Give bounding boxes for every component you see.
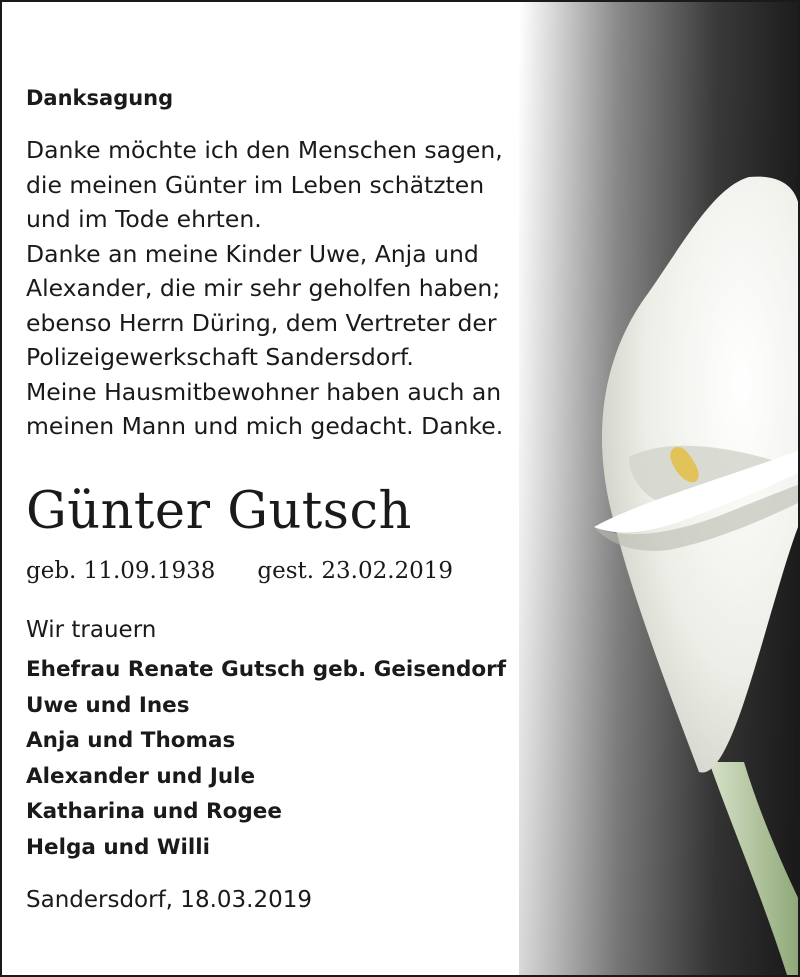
thanks-line: die meinen Günter im Leben schätzten bbox=[26, 170, 485, 199]
mourner-entry: Alexander und Jule bbox=[26, 763, 256, 789]
calla-lily-image bbox=[519, 2, 800, 975]
mourner-entry: Katharina und Rogee bbox=[26, 799, 282, 824]
thanks-heading: Danksagung bbox=[26, 86, 174, 110]
mourners-list bbox=[26, 652, 506, 865]
death-date: gest. 23.02.2019 bbox=[257, 558, 454, 584]
place-and-date: Sandersdorf, 18.03.2019 bbox=[26, 887, 312, 913]
thanks-line: Meine Hausmitbewohner haben auch an bbox=[26, 377, 502, 406]
thanks-line: und im Tode ehrten. bbox=[26, 205, 262, 233]
thanks-line: Danke möchte ich den Menschen sagen, bbox=[26, 136, 503, 164]
mourner-entry: Ehefrau Renate Gutsch geb. Geisendorf bbox=[26, 657, 507, 682]
thanks-paragraph bbox=[26, 133, 526, 444]
birth-date: geb. 11.09.1938 bbox=[26, 558, 216, 584]
deceased-name: Günter Gutsch bbox=[26, 482, 412, 541]
mourner-entry: Anja und Thomas bbox=[26, 728, 236, 753]
mourning-intro: Wir trauern bbox=[26, 617, 157, 643]
thanks-line: meinen Mann und mich gedacht. Danke. bbox=[26, 412, 504, 440]
thanks-line: Alexander, die mir sehr geholfen haben; bbox=[26, 274, 501, 302]
mourner-entry: Helga und Willi bbox=[26, 834, 211, 860]
thanks-line: ebenso Herrn Düring, dem Vertreter der bbox=[26, 308, 497, 337]
mourner-entry: Uwe und Ines bbox=[26, 692, 190, 718]
thanks-line: Danke an meine Kinder Uwe, Anja und bbox=[26, 239, 479, 268]
thanks-line: Polizeigewerkschaft Sandersdorf. bbox=[26, 343, 414, 371]
life-dates bbox=[26, 558, 453, 584]
